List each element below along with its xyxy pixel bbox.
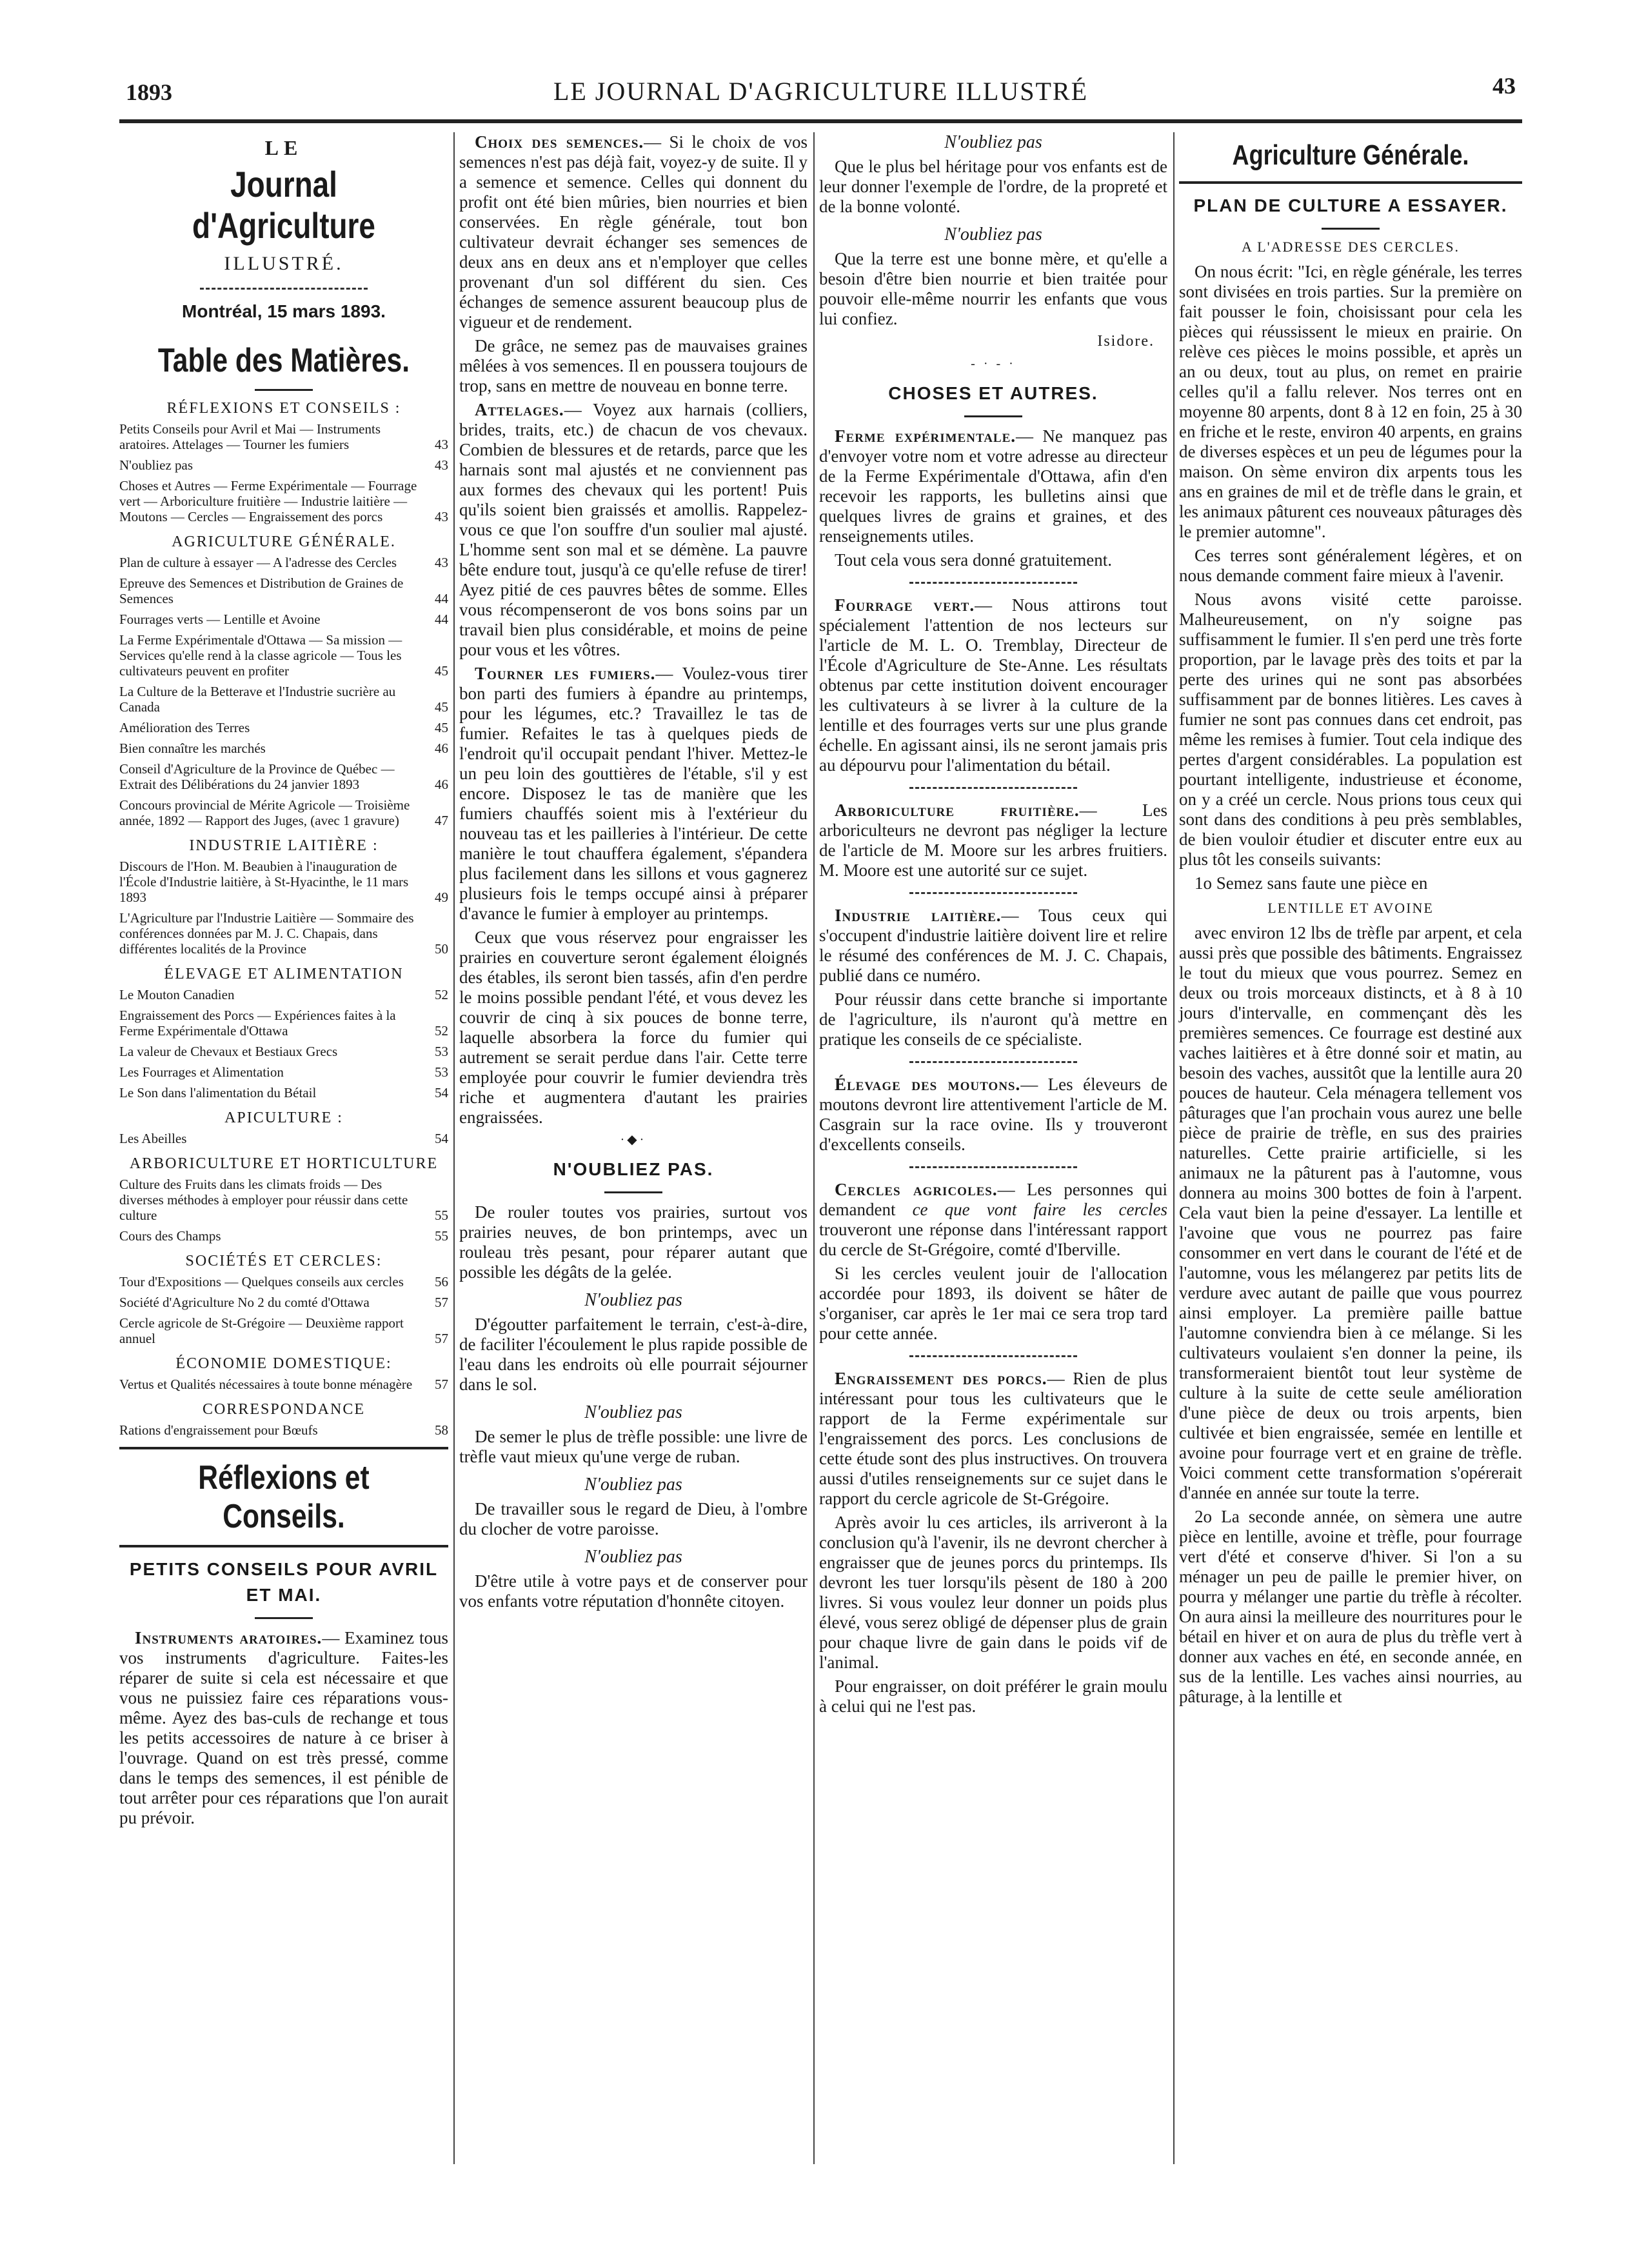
toc-entry-page: 53 — [435, 1044, 448, 1059]
noubliez-item-4: De travailler sous le regard de Dieu, à l'ombre du clocher de votre paroisse. — [459, 1499, 808, 1538]
plan-subhead: PLAN DE CULTURE A ESSAYER. — [1193, 195, 1508, 215]
paragraph-ferme-2: Tout cela vous sera donné gratuitement. — [835, 550, 1112, 570]
noubliez-label: N'oubliez pas — [944, 132, 1042, 152]
divider — [119, 1447, 448, 1449]
toc-entry — [119, 1422, 448, 1438]
toc-entry-text: Tour d'Expositions — Quelques conseils aux cercles — [119, 1274, 404, 1289]
toc-entry — [119, 684, 448, 715]
noubliez-label: N'oubliez pas — [584, 1547, 682, 1567]
toc-section-heading: CORRESPONDANCE — [202, 1401, 366, 1418]
noubliez-title: N'OUBLIEZ PAS. — [553, 1159, 714, 1179]
reflexions-subhead: PETITS CONSEILS POUR AVRIL ET MAI. — [129, 1559, 439, 1605]
masthead-le: LE — [264, 136, 303, 159]
toc-entry-text: N'oubliez pas — [119, 457, 193, 473]
divider — [200, 288, 368, 290]
toc-entry — [119, 1064, 448, 1080]
toc-entry-page: 53 — [435, 1064, 448, 1080]
toc-entry-text: Plan de culture à essayer — A l'adresse des Cercles — [119, 555, 397, 570]
cercles-subhead: A L'ADRESSE DES CERCLES. — [1241, 239, 1460, 255]
toc-entry-page: 45 — [435, 699, 448, 715]
paragraph-porcs: Engraissement des porcs.— Rien de plus intéressant pour tous les cultivateurs que le rapport de la Ferme expérimentale sur l'engraissement des porcs. Les conclusions de cette étude sont des plus instructives. On trouvera aussi d'utiles renseignements sur ce sujet dans le rapport du cercle agricole de St-Grégoire. — [819, 1369, 1167, 1508]
toc-entry-page: 57 — [435, 1295, 448, 1310]
toc-entry-text: Vertus et Qualités nécessaires à toute bonne ménagère — [119, 1377, 413, 1392]
toc-entry-text: Engraissement des Porcs — Expériences faites à la Ferme Expérimentale d'Ottawa — [119, 1008, 396, 1039]
toc-entry-text: La Ferme Expérimentale d'Ottawa — Sa mission — Services qu'elle rend à la classe agricole — Tous les cultivateurs peuvent en profiter — [119, 632, 402, 679]
toc-entry-text: Concours provincial de Mérite Agricole — Troisième année, 1892 — Rapport des Juges, (avec 1 gravure) — [119, 797, 410, 828]
toc-entry-page: 54 — [435, 1085, 448, 1100]
toc-entry-page: 54 — [435, 1131, 448, 1146]
toc-entry — [119, 478, 448, 524]
toc-entry-page: 47 — [435, 813, 448, 828]
column-4 — [1179, 132, 1522, 1711]
column-rule-1 — [453, 132, 455, 2164]
toc-entry — [119, 1274, 448, 1289]
choses-title: CHOSES ET AUTRES. — [888, 383, 1098, 403]
toc-entry — [119, 1008, 448, 1039]
column-rule-3 — [1173, 132, 1175, 2164]
signature: Isidore. — [1097, 333, 1155, 350]
noubliez-label: N'oubliez pas — [584, 1475, 682, 1495]
toc-entry — [119, 1315, 448, 1346]
paragraph-fourrage: Fourrage vert.— Nous attirons tout spécialement l'attention de nos lecteurs sur l'article de M. L. O. Tremblay, Directeur de l'École d'Agriculture de Ste-Anne. Les résultats obtenus par cette institution doivent encourager les cultivateurs à se livrer à la culture de la lentille et des fourrages verts sur une plus grande échelle. En agissant ainsi, ils ne seront jamais pris au dépourvu pour l'alimentation du bétail. — [819, 595, 1167, 775]
toc-entry-text: Les Fourrages et Alimentation — [119, 1064, 284, 1080]
reflexions-title: Réflexions et Conseils. — [198, 1459, 370, 1535]
paragraph-cercles: Cercles agricoles.— Les personnes qui demandent ce que vont faire les cercles trouveront une réponse dans l'intéressant rapport du cercle de St-Grégoire, comté d'Iberville. — [819, 1180, 1167, 1259]
toc-entry — [119, 720, 448, 735]
divider — [604, 1191, 662, 1193]
column-2 — [459, 132, 808, 1615]
toc-section-heading: RÉFLEXIONS ET CONSEILS : — [166, 400, 401, 417]
toc-entry-text: Culture des Fruits dans les climats froids — Des diverses méthodes à employer pour réussir dans cette culture — [119, 1177, 408, 1223]
paragraph-p1: On nous écrit: "Ici, en règle générale, les terres sont divisées en trois parties. Sur la première on fait pousser le foin, choisissant pour cela les pièces qui réussissent le mieux en prairie. On relève ces pièces le moins possible, et après un an ou deux, tout au plus, on remet en prairie celles qu'il a fallu relever. Nos terres ont en moyenne 80 arpents, dont 8 à 12 en foin, 25 à 30 en friche et le reste, environ 40 arpents, en grains de diverses espèces et un peu de légumes pour la maison. On sème environ dix arpents tous les ans en graines de mil et de trèfle dans le grain, et les animaux pâturent ces nouveaux pâturages dès le premier automne". — [1179, 262, 1522, 541]
toc-entry — [119, 1177, 448, 1223]
toc-section-heading: APICULTURE : — [224, 1109, 343, 1126]
toc-section-heading: INDUSTRIE LAITIÈRE : — [189, 837, 379, 854]
paragraph-p2: Ces terres sont généralement légères, et on nous demande comment faire mieux à l'avenir. — [1179, 546, 1522, 585]
toc-entry — [119, 910, 448, 957]
divider — [255, 1617, 313, 1619]
toc-entry-text: La Culture de la Betterave et l'Industrie sucrière au Canada — [119, 684, 396, 715]
masthead-subtitle: ILLUSTRÉ. — [224, 253, 344, 274]
toc-entry — [119, 1295, 448, 1310]
toc-entry-page: 44 — [435, 591, 448, 606]
noubliez-item-7: Que la terre est une bonne mère, et qu'elle a besoin d'être bien nourrie et bien traitée pour pouvoir elle-même nourrir les enfants que vous lui confiez. — [819, 249, 1167, 328]
divider — [909, 1061, 1077, 1063]
toc-section-heading: ARBORICULTURE ET HORTICULTURE — [129, 1155, 439, 1172]
toc-entry-text: Amélioration des Terres — [119, 720, 250, 735]
toc-entry-page: 57 — [435, 1331, 448, 1346]
toc-entry-page: 46 — [435, 777, 448, 792]
noubliez-item-3: De semer le plus de trèfle possible: une livre de trèfle vaut mieux qu'une verge de ruban. — [459, 1427, 808, 1466]
lentille-subhead: LENTILLE ET AVOINE — [1267, 900, 1434, 916]
toc-entry — [119, 632, 448, 679]
toc-entry-text: Epreuve des Semences et Distribution de Graines de Semences — [119, 575, 404, 606]
toc-entry — [119, 1044, 448, 1059]
paragraph-laitiere: Industrie laitière.— Tous ceux qui s'occupent d'industrie laitière doivent lire et relire le résumé des conférences de M. J. C. Chapais, publié dans ce numéro. — [819, 906, 1167, 985]
toc-entry-page: 43 — [435, 555, 448, 570]
noubliez-item-1: De rouler toutes vos prairies, surtout vos prairies neuves, de bon printemps, avec un rouleau très pesant, pour réparer autant que possible les dégâts de la gelée. — [459, 1202, 808, 1282]
toc-entry-text: Conseil d'Agriculture de la Province de Québec — Extrait des Délibérations du 24 janvier 1893 — [119, 761, 395, 792]
toc-entry-page: 56 — [435, 1274, 448, 1289]
toc-entry-page: 45 — [435, 663, 448, 679]
toc-entry-text: Fourrages verts — Lentille et Avoine — [119, 612, 321, 627]
noubliez-item-5: D'être utile à votre pays et de conserver pour vos enfants votre réputation d'honnête citoyen. — [459, 1571, 808, 1611]
masthead-title: Journal d'Agriculture — [192, 164, 375, 246]
toc-section-heading: ÉCONOMIE DOMESTIQUE: — [175, 1355, 392, 1372]
paragraph-porcs-2: Après avoir lu ces articles, ils arriveront à la conclusion qu'à l'avenir, ils ne devront chercher à engraisser que de jeunes porcs du printemps. Ils devront les tuer lorsqu'ils pèsent de 180 à 200 livres. Si vous voulez leur donner un poids plus élevé, vous serez obligé de dépenser plus de grain pour chaque livre de gain dans le poids vif de l'animal. — [819, 1513, 1167, 1672]
toc-entry — [119, 555, 448, 570]
divider — [119, 1545, 448, 1547]
toc-entry — [119, 421, 448, 452]
toc-entry — [119, 575, 448, 606]
column-1 — [119, 132, 448, 1832]
toc-section-heading: AGRICULTURE GÉNÉRALE. — [172, 533, 396, 550]
divider — [909, 582, 1077, 584]
paragraph-p6: 2o La seconde année, on sèmera une autre pièce en lentille, avoine et trèfle, pour fourrage vert d'été et conserve d'hiver. Si l'on a su ménager un peu de paille le premier hiver, on pourra y mélanger une partie du trèfle à récolter. On aura ainsi la meilleure des nourritures pour le bétail en hiver et on aura de plus du trèfle vert à donner aux vaches en été, en seconde année, en sus de la lentille. Les vaches ainsi nourries, au pâturage, à la lentille et — [1179, 1507, 1522, 1706]
toc-entry — [119, 1131, 448, 1146]
toc-entry-page: 58 — [435, 1422, 448, 1438]
toc-entry-text: Le Son dans l'alimentation du Bétail — [119, 1085, 317, 1100]
toc-entry-text: Petits Conseils pour Avril et Mai — Instruments aratoires. Attelages — Tourner les fumiers — [119, 421, 381, 452]
noubliez-label: N'oubliez pas — [584, 1290, 682, 1310]
toc-entry-page: 44 — [435, 612, 448, 627]
table-of-contents — [119, 400, 448, 1438]
toc-entry-text: Rations d'engraissement pour Bœufs — [119, 1422, 318, 1438]
toc-entry — [119, 1085, 448, 1100]
toc-entry-page: 49 — [435, 890, 448, 905]
toc-entry-page: 50 — [435, 941, 448, 957]
noubliez-label: N'oubliez pas — [584, 1402, 682, 1422]
toc-entry — [119, 741, 448, 756]
column-3 — [819, 132, 1167, 1720]
toc-entry-page: 57 — [435, 1377, 448, 1392]
divider — [909, 892, 1077, 894]
page-number: 43 — [1492, 73, 1516, 99]
paragraph-moutons: Élevage des moutons.— Les éleveurs de moutons devront lire attentivement l'article de M. Casgrain sur la race ovine. Ils y trouveront d'excellents conseils. — [819, 1075, 1167, 1154]
divider — [1179, 181, 1522, 184]
toc-entry — [119, 859, 448, 905]
paragraph-instruments: Instruments aratoires.— Examinez tous vos instruments d'agriculture. Faites-les réparer de suite si cela est nécessaire et que vous ne puissiez faire ces réparations vous-même. Ayez des bas-culs de rechange et tous les petits accessoires de nature à ce briser à l'ouvrage. Quand on est très pressé, comme dans le temps des semences, il est pénible de tout arrêter pour ces réparations que l'on aurait pu prévoir. — [119, 1628, 448, 1827]
toc-entry — [119, 797, 448, 828]
paragraph-attelages: Attelages.— Voyez aux harnais (colliers, brides, traits, etc.) de chacun de vos chevaux. Combien de blessures et de retards, parce que les harnais sont mal ajustés et ne conviennent pas aux formes des chevaux qui les portent! Puis qu'ils soient bien graissés et amollis. Rappelez-vous ce que l'on souffre d'un soulier mal ajusté. L'homme sent son mal et se démène. La pauvre bête endure tout, jusqu'à ce qu'elle refuse de tirer! Ayez pitié de ces pauvres bêtes de somme. Elles vous récompenseront de vos bons soins par un travail bien plus considérable, et moins de peine pour vous et les vôtres. — [459, 400, 808, 659]
paragraph-ferme: Ferme expérimentale.— Ne manquez pas d'envoyer votre nom et votre adresse au directeur de la Ferme Expérimentale d'Ottawa, afin d'en recevoir les rapports, les bulletins ainsi que quelques livres de grains et graines, et des renseignements utiles. — [819, 426, 1167, 546]
toc-entry-text: Les Abeilles — [119, 1131, 187, 1146]
toc-entry-page: 46 — [435, 741, 448, 756]
toc-entry-text: Discours de l'Hon. M. Beaubien à l'inauguration de l'École d'Industrie laitière, à St-Hyacinthe, le 11 mars 1893 — [119, 859, 409, 905]
paragraph-p5: avec environ 12 lbs de trèfle par arpent, et cela aussi près que possible des bâtiments. Engraissez le tout du mieux que vous pourrez. Semez en deux ou trois morceaux distincts, et à 8 à 10 jours d'intervalle, en commençant dès les premières semences. Ce fourrage est destiné aux vaches laitières et à être donné soir et matin, au besoin des vaches, aussitôt que la lentille aura 20 pouces de hauteur. Cela ménagera tellement vos pâturages que l'an prochain vous aurez une belle pièce de prairie de trèfle, en sus des prairies naturelles. Cette prairie artificielle, si les animaux ne la pâturent pas à l'automne, vous donnera au moins 300 bottes de foin à l'arpent. Cela vaut bien la peine d'essayer. La lentille et l'avoine que vous ne pourrez pas faire consommer en vert dans le courant de l'été et de l'automne, vous les mélangerez par petits lits de verdure avec autant de paille que vous pourrez ainsi employer. La première paille battue l'automne conviendra bien à ce mélange. Si les cultivateurs voulaient s'en donner la peine, ils transformeraient bientôt tout leur système de culture à la suite de cette seule amélioration d'une pièce de deux ou trois arpents, bien cultivée et bien engraissée, semée en lentille et avoine pour fourrage vert et en graine de trèfle. Voici comment cette transformation s'opérerait d'année en année sur toute la terre. — [1179, 923, 1522, 1502]
toc-entry-text: La valeur de Chevaux et Bestiaux Grecs — [119, 1044, 338, 1059]
paragraph-arboriculture: Arboriculture fruitière.— Les arboriculteurs ne devront pas négliger la lecture de l'article de M. Moore sur les arbres fruitiers. M. Moore est une autorité sur ce sujet. — [819, 801, 1167, 880]
header-year: 1893 — [126, 79, 172, 105]
toc-entry-text: Cercle agricole de St-Grégoire — Deuxième rapport annuel — [119, 1315, 404, 1346]
running-head — [119, 70, 1522, 111]
toc-entry — [119, 612, 448, 627]
noubliez-label: N'oubliez pas — [944, 224, 1042, 244]
divider — [909, 1166, 1077, 1168]
paragraph-choix-semences: Choix des semences.— Si le choix de vos semences n'est pas déjà fait, voyez-y de suite. Il y a semence et semence. Celles qui donnent du profit ont été bien mûries, bien nourries et bien conservées. En règle générale, tout bon cultivateur devrait échanger ses semences de deux ans en deux ans et n'employer que celles provenant d'un sol différent du sien. Ces échanges de semence assurent beaucoup plus de vigueur et de rendement. — [459, 132, 808, 332]
toc-entry — [119, 1377, 448, 1392]
toc-entry-page: 55 — [435, 1228, 448, 1244]
toc-entry — [119, 761, 448, 792]
paragraph-p4: 1o Semez sans faute une pièce en — [1195, 873, 1428, 893]
toc-entry-page: 55 — [435, 1208, 448, 1223]
divider — [909, 787, 1077, 789]
toc-entry — [119, 1228, 448, 1244]
toc-entry-page: 43 — [435, 509, 448, 524]
toc-entry-page: 52 — [435, 1023, 448, 1039]
noubliez-item-6: Que le plus bel héritage pour vos enfants est de leur donner l'exemple de l'ordre, de la propreté et de la bonne volonté. — [819, 157, 1167, 216]
divider — [1322, 228, 1380, 230]
paragraph-p3: Nous avons visité cette paroisse. Malheureusement, on n'y soigne pas suffisamment le fumier. Il s'en perd une très forte proportion, par le lavage près des toits et par la perte des urines qui ne sont pas absorbées suffisamment par de bonnes litières. Les caves à fumier ne sont pas connues dans cet endroit, pas même les remises à fumier. Tout cela indique des pertes d'argent considérables. La population est pourtant intelligente, industrieuse et économe, on y a créé un cercle. Nous prions tous ceux qui sont dans des conditions à peu près semblables, de bien vouloir étudier et discuter entre eux au plus tôt les conseils suivants: — [1179, 590, 1522, 869]
paragraph-grace: De grâce, ne semez pas de mauvaises graines mêlées à vos semences. Il en poussera toujours de trop, sans en mettre de nouveau en bonne terre. — [459, 336, 808, 395]
toc-entry-page: 52 — [435, 987, 448, 1002]
ornament: ·◆· — [620, 1133, 647, 1147]
toc-title: Table des Matières. — [157, 342, 410, 379]
toc-entry-text: Choses et Autres — Ferme Expérimentale — Fourrage vert — Arboriculture fruitière — Industrie laitière — Moutons — Cercles — Engraissement des porcs — [119, 478, 417, 524]
agriculture-title: Agriculture Générale. — [1232, 139, 1469, 171]
paragraph-laitiere-2: Pour réussir dans cette branche si importante de l'agriculture, ils n'auront qu'à mettre en pratique les conseils de ce spécialiste. — [819, 990, 1167, 1049]
header-title: LE JOURNAL D'AGRICULTURE ILLUSTRÉ — [553, 77, 1089, 106]
toc-entry-text: Le Mouton Canadien — [119, 987, 235, 1002]
toc-section-heading: SOCIÉTÉS ET CERCLES: — [185, 1253, 382, 1269]
paragraph-porcs-3: Pour engraisser, on doit préférer le grain moulu à celui qui ne l'est pas. — [819, 1676, 1167, 1716]
column-rule-2 — [813, 132, 815, 2164]
divider — [909, 1355, 1077, 1357]
toc-entry-text: Cours des Champs — [119, 1228, 221, 1244]
toc-entry-page: 45 — [435, 720, 448, 735]
header-rule — [119, 119, 1522, 123]
dateline: Montréal, 15 mars 1893. — [182, 301, 386, 321]
toc-entry-text: Bien connaître les marchés — [119, 741, 266, 756]
toc-entry — [119, 457, 448, 473]
divider — [964, 415, 1022, 417]
toc-entry-text: Société d'Agriculture No 2 du comté d'Ottawa — [119, 1295, 370, 1310]
toc-entry-page: 43 — [435, 437, 448, 452]
paragraph-ceux: Ceux que vous réservez pour engraisser les prairies en couverture seront également éloignés des étables, ils seront bien tassés, afin d'en perdre le moins possible pendant l'été, et vous devez les couvrir de cinq à six pouces de bonne terre, laquelle absorbera la force du fumier qui autrement se serait perdue dans l'air. Cette terre employée pour couvrir le fumier deviendra très riche et augmentera d'autant les prairies engraissées. — [459, 928, 808, 1127]
paragraph-cercles-2: Si les cercles veulent jouir de l'allocation accordée pour 1893, ils doivent se hâter de s'organiser, car après le 1er mai ce sera trop tard pour cette année. — [819, 1264, 1167, 1343]
toc-entry-text: L'Agriculture par l'Industrie Laitière — Sommaire des conférences données par M. J. C. Chapais, dans différentes localités de la Province — [119, 910, 414, 957]
toc-section-heading: ÉLEVAGE ET ALIMENTATION — [164, 966, 404, 982]
toc-entry — [119, 987, 448, 1002]
ornament: - · - · — [971, 357, 1016, 371]
divider — [255, 389, 313, 391]
toc-entry-page: 43 — [435, 457, 448, 473]
noubliez-item-2: D'égoutter parfaitement le terrain, c'est-à-dire, de faciliter l'écoulement le plus rapide possible de l'eau dans les endroits où elle pourrait séjourner dans le sol. — [459, 1315, 808, 1394]
paragraph-fumiers: Tourner les fumiers.— Voulez-vous tirer bon parti des fumiers à épandre au printemps, pour les légumes, etc.? Travaillez le tas de fumier. Refaites le tas à quelques pieds de l'endroit qu'il occupait pendant l'hiver. Mettez-le un peu loin des gouttières de l'étable, s'il y est encore. Disposez le tas de manière que les fumiers chauffés soient mis à l'extérieur du nouveau tas et les pailleries à l'intérieur. De cette manière le tout chauffera également, s'épandera plus facilement dans les sillons et vous gagnerez plusieurs fois le temps occupé ainsi à préparer d'avance le fumier à employer au printemps. — [459, 664, 808, 923]
